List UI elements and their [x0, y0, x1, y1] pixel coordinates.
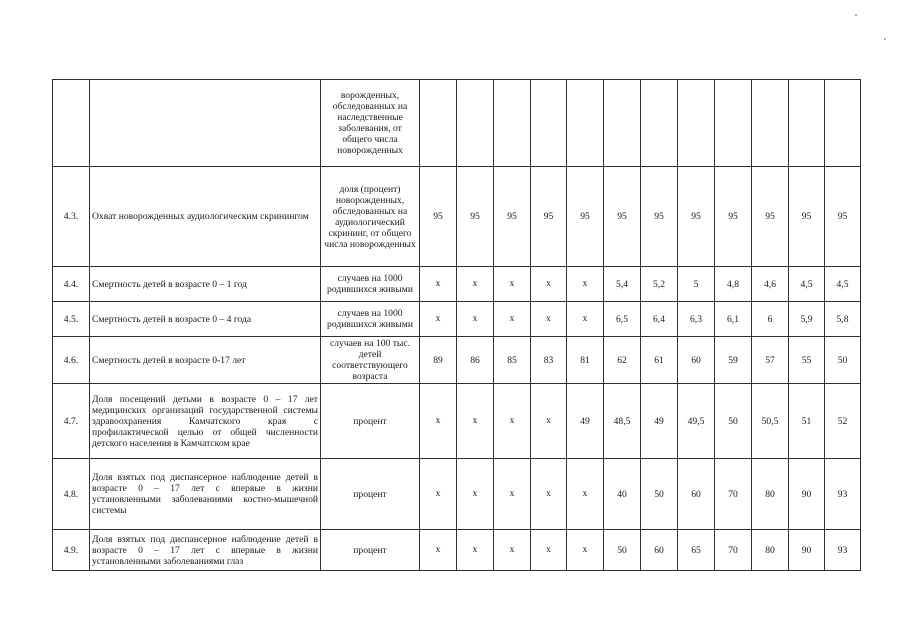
value-cell: 6,4: [641, 302, 678, 337]
value-cell: 95: [494, 167, 531, 267]
value-cell: 95: [825, 167, 861, 267]
row-number: 4.3.: [53, 167, 90, 267]
value-cell: 49: [567, 384, 604, 459]
value-cell: 5,8: [825, 302, 861, 337]
value-cell: x: [457, 302, 494, 337]
value-cell: 6,3: [678, 302, 715, 337]
row-number: 4.9.: [53, 530, 90, 571]
table-row: [53, 80, 861, 167]
value-cell: x: [420, 384, 457, 459]
value-cell: 50: [604, 530, 641, 571]
table-row: [53, 302, 861, 337]
value-cell: 95: [678, 167, 715, 267]
unit-of-measure: процент: [321, 459, 420, 530]
value-cell: 6,1: [715, 302, 752, 337]
value-cell: 50: [715, 384, 752, 459]
row-number: 4.6.: [53, 337, 90, 384]
value-cell: x: [494, 302, 531, 337]
value-cell: 4,5: [789, 267, 825, 302]
indicator-name: Охват новорожденных аудиологическим скринингом: [90, 167, 321, 267]
value-cell: 95: [641, 167, 678, 267]
value-cell: 4,5: [825, 267, 861, 302]
value-cell: x: [420, 267, 457, 302]
value-cell: x: [457, 530, 494, 571]
indicator-name: Смертность детей в возрасте 0 – 1 год: [90, 267, 321, 302]
value-cell: 89: [420, 337, 457, 384]
value-cell: 5,9: [789, 302, 825, 337]
value-cell: 4,8: [715, 267, 752, 302]
value-cell: [752, 80, 789, 167]
value-cell: x: [567, 302, 604, 337]
indicator-name: Доля взятых под диспансерное наблюдение детей в возрасте 0 – 17 лет с впервые в жизни установленными заболеваниями костно-мышечной системы: [90, 459, 321, 530]
value-cell: 50: [641, 459, 678, 530]
value-cell: 52: [825, 384, 861, 459]
value-cell: x: [420, 459, 457, 530]
unit-of-measure: ворожденных, обследованных на наследственные заболевания, от общего числа новорожденных: [321, 80, 420, 167]
value-cell: 61: [641, 337, 678, 384]
value-cell: 83: [531, 337, 567, 384]
value-cell: 95: [789, 167, 825, 267]
value-cell: 51: [789, 384, 825, 459]
value-cell: [604, 80, 641, 167]
value-cell: 90: [789, 530, 825, 571]
value-cell: [567, 80, 604, 167]
indicators-table: [52, 79, 861, 571]
unit-of-measure: случаев на 1000 родившихся живыми: [321, 302, 420, 337]
value-cell: [825, 80, 861, 167]
value-cell: x: [531, 530, 567, 571]
scan-speck: [855, 14, 857, 16]
value-cell: 55: [789, 337, 825, 384]
unit-of-measure: случаев на 1000 родившихся живыми: [321, 267, 420, 302]
value-cell: 50,5: [752, 384, 789, 459]
value-cell: x: [531, 267, 567, 302]
value-cell: [789, 80, 825, 167]
value-cell: 81: [567, 337, 604, 384]
value-cell: x: [494, 459, 531, 530]
value-cell: [420, 80, 457, 167]
indicator-name: [90, 80, 321, 167]
value-cell: x: [457, 459, 494, 530]
row-number: 4.7.: [53, 384, 90, 459]
value-cell: 60: [678, 337, 715, 384]
value-cell: 59: [715, 337, 752, 384]
value-cell: 90: [789, 459, 825, 530]
value-cell: [715, 80, 752, 167]
value-cell: 4,6: [752, 267, 789, 302]
value-cell: 80: [752, 459, 789, 530]
value-cell: 95: [567, 167, 604, 267]
unit-of-measure: доля (процент) новорожденных, обследованных на аудиологический скрининг, от общего числа новорожденных: [321, 167, 420, 267]
unit-of-measure: процент: [321, 530, 420, 571]
value-cell: 62: [604, 337, 641, 384]
value-cell: 5: [678, 267, 715, 302]
value-cell: [678, 80, 715, 167]
table-row: [53, 167, 861, 267]
value-cell: x: [420, 530, 457, 571]
value-cell: x: [567, 459, 604, 530]
value-cell: x: [567, 530, 604, 571]
table-body: [53, 80, 861, 571]
indicator-name: Доля взятых под диспансерное наблюдение детей в возрасте 0 – 17 лет с впервые в жизни установленными заболеваниями глаз: [90, 530, 321, 571]
value-cell: x: [420, 302, 457, 337]
value-cell: 60: [678, 459, 715, 530]
value-cell: 6: [752, 302, 789, 337]
value-cell: x: [457, 384, 494, 459]
value-cell: 95: [715, 167, 752, 267]
value-cell: 95: [531, 167, 567, 267]
value-cell: x: [531, 384, 567, 459]
value-cell: 70: [715, 530, 752, 571]
value-cell: [494, 80, 531, 167]
table-row: [53, 337, 861, 384]
unit-of-measure: случаев на 100 тыс. детей соответствующего возраста: [321, 337, 420, 384]
value-cell: x: [531, 302, 567, 337]
value-cell: 49,5: [678, 384, 715, 459]
unit-of-measure: процент: [321, 384, 420, 459]
value-cell: 93: [825, 530, 861, 571]
value-cell: 60: [641, 530, 678, 571]
value-cell: 95: [457, 167, 494, 267]
value-cell: 85: [494, 337, 531, 384]
scan-speck: [884, 38, 886, 40]
value-cell: [641, 80, 678, 167]
table-row: [53, 530, 861, 571]
value-cell: 80: [752, 530, 789, 571]
value-cell: 5,4: [604, 267, 641, 302]
value-cell: 93: [825, 459, 861, 530]
value-cell: 6,5: [604, 302, 641, 337]
value-cell: 86: [457, 337, 494, 384]
value-cell: x: [531, 459, 567, 530]
table-row: [53, 459, 861, 530]
value-cell: x: [494, 384, 531, 459]
value-cell: 48,5: [604, 384, 641, 459]
row-number: 4.5.: [53, 302, 90, 337]
table-row: [53, 267, 861, 302]
value-cell: 95: [752, 167, 789, 267]
value-cell: x: [457, 267, 494, 302]
indicator-name: Доля посещений детьми в возрасте 0 – 17 лет медицинских организаций государственной системы здравоохранения Камчатского края с профилактической целью от общей численности детского населения в Камчатском крае: [90, 384, 321, 459]
value-cell: 57: [752, 337, 789, 384]
indicator-name: Смертность детей в возрасте 0-17 лет: [90, 337, 321, 384]
value-cell: x: [494, 267, 531, 302]
indicator-name: Смертность детей в возрасте 0 – 4 года: [90, 302, 321, 337]
row-number: 4.4.: [53, 267, 90, 302]
value-cell: 95: [420, 167, 457, 267]
value-cell: 40: [604, 459, 641, 530]
value-cell: x: [494, 530, 531, 571]
row-number: [53, 80, 90, 167]
value-cell: 70: [715, 459, 752, 530]
value-cell: 5,2: [641, 267, 678, 302]
value-cell: [457, 80, 494, 167]
row-number: 4.8.: [53, 459, 90, 530]
value-cell: x: [567, 267, 604, 302]
table-row: [53, 384, 861, 459]
value-cell: 65: [678, 530, 715, 571]
value-cell: 95: [604, 167, 641, 267]
value-cell: 50: [825, 337, 861, 384]
value-cell: 49: [641, 384, 678, 459]
value-cell: [531, 80, 567, 167]
